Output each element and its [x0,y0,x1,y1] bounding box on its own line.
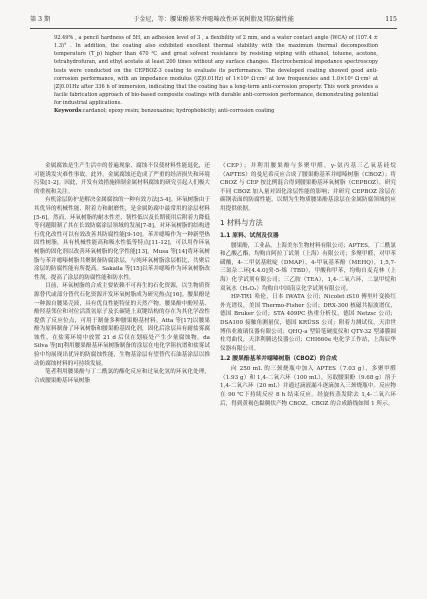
keywords-line [54,107,378,115]
abstract-text: 92.49% , a pencil hardness of 5H, an adhesion level of 3 , a flexibility of 2 mm, and a water contact angle (WCA) of (107.4 ± 1.3)° . In addition, the coating also exhibited excellent thermal stability with the maximum thermal decomposition temperature (T_p) higher than 470 ℃ and great solvent resistance by resisting wiping with ethanol, toluene, acetone, tetrahydrofuran, and ethyl acetate at least 200 times without any surface changes. Electrochemical impedance spectroscopy tests were conducted on the CEPBOZ-3 coating to evaluate its performance. The developed coating showed good anti-corrosion performance, with an impedance modulus (|Z|0.01Hz) of 1×10⁸ Ω·cm² at low frequencies and 1.0×10⁸ Ω·cm² at |Z|0.01Hz after 336 h of immersion, indicating that the coating has a long-term anti-corrosion property. This work provides a facile fabrication approach of bio-based composite coatings with durable anti-corrosion performance, demonstrating potential for industrial applications. [54,35,378,107]
body-paragraph: 向 250 mL 的三颈烧瓶中加入 APTES（7.03 g），多聚甲醛（1.93 g）和 1,4-二氧六环（100 mL），另取腰果酚（9.68 g）溶于 1,4-二氧六环（20 mL）并通过滴液漏斗逐滴加入三颈烧瓶中。反应物在 90 ℃下持续反应 8 h 结束反应。经旋转蒸发除去 1,4-二氧六环后，得到黄褐色黏稠状产物 CBOZ。CBOZ 的合成路线如图 1 所示。 [220,366,396,407]
body-paragraph: 金属腐蚀是生产生活中的普遍现象，腐蚀不仅使材料性能退化，还可能诱发灾难性事故。此外，金属腐蚀还造成了严重的经济损失和环境污染[1-2]。因此，开发有效措施抑制金属材料腐蚀的研究引起人们极大的重视和关注。 [34,163,210,195]
page-number: 115 [385,16,397,23]
body-paragraph: 有机涂层防护是解决金属腐蚀的一种有效方法[3-4]。环氧树脂由于其优异的机械性能、附着力和耐磨性，是金属防腐中最常用的涂层材料[5-6]。然而，环氧树脂的耐水性差，韧性低以及长期使用后附着力降低等问题限制了其在长效防腐涂层领域的发展[7-8]。对环氧树脂的结构进行优化改性可以有效改善其防腐性能[9-10]。苯并噁嗪作为一种新型热固性树脂，具有机械性能高和吸水性低等特点[11-12]，可以用作环氧树脂的固化剂以改善环氧树脂的化学性能[13]。Musa 等[14]将环氧树脂与苯并噁嗪树脂共聚制备防腐涂层，与纯环氧树脂涂层相比，共聚后涂层的防腐性能有所提高。Sakaila 等[15]以苯并噁嗪作为环氧树脂改性剂，提高了涂层的防腐性能和防水性。 [34,197,210,281]
keywords-list: :cardanol; epoxy resin; benzoxazine; hydrophobicity; anti-corrosion coating [81,108,275,115]
right-column [220,162,396,408]
body-paragraph: 目前，环氧树脂的合成主要依赖不可再生的石化资源，以生物质资源替代或部分替代石化资源开发环氧树脂成为研究热点[16]。腰果酚是一种源自腰果壳液，具有优良性能特征的天然产物。腰果酚中酚羟基、酚羟基邻位和对位活泼氢原子及长碳链上双键结构的存在为其化学改性提供了反应位点，可用于制备多种腰果酚基材料。Atta 等[17]以腰果酚为原料制备了环氧树脂和腰果酚基固化剂，固化后涂层具有耐盐雾腐蚀性，在盐雾环境中放置 21 d 后仅在划痕处产生少量腐蚀物。da Silva 等[8]利用腰果酚基环氧树脂制备的涂层在电化学阻抗谱和盐雾试验中均展现出优异的防腐蚀性能，生物基涂层有望替代石油基涂层以推动防腐蚀材料的可持续发展。 [34,283,210,367]
body-paragraph: 腰果酚，工业品，上海美东生物材料有限公司；APTES，丁二酰氯和乙酸乙酯，均购自阿拉丁试剂（上海）有限公司；多聚甲醛，对甲苯磺酸，4-二甲氨基吡啶（DMAP），4-甲氧基苯酚（MEHQ），1,5,7-三氮杂二环[4.4.0]癸-5-烯（TBD），甲酸和甲苯，均购自麦克林（上海）化学试剂有限公司；三乙胺（TEA），1,4-二氧六环，二氯甲烷和双氧水（H₂O₂）均购自中国南京化学试剂有限公司。 [220,242,396,292]
keywords-label: Keywords [54,108,82,115]
page-header [30,14,397,29]
body-paragraph: （CEP）；并利用腰果酚与多聚甲醛，γ-氨丙基三乙氧基硅烷（APTES）的曼尼希反应合成了腰果酚基苯并噁嗪树脂（CBOZ）；将 CBOZ 与 CEP 按比例混合得到腰果酚基环氧树脂（CEPBOZ），研究不同 CBOZ 加入量对固化涂层性能的影响；并研究 CEPBOZ 涂层在碳钢表面的防腐性能，以期为生物质腰果酚基涂层在金属防腐领域的应用提供依据。 [220,163,396,212]
section-heading: 1 材料与方法 [220,217,263,227]
left-column [34,162,210,385]
subsection-heading: 1.2 腰果酚基苯并噁嗪树脂（CBOZ）的合成 [220,356,338,363]
english-abstract [54,34,378,116]
subsection-heading: 1.1 原料、试剂及仪器 [220,232,279,239]
body-paragraph: HP-TR1 哈伦，日本 IWATA 公司；Nicolet iS10 傅里叶变换红外光谱仪，美国 Thermo-Fisher 公司；DRX-300 核磁共振波谱仪，德国 Bruker 公司；STA 409PC 热重分析仪，德国 Netzsc 公司；DSA100 接触角测量仪，德国 KRÜSS 公司；附着力测试仪，天津世博伟业玻璃仪器有限公司；QHQ-a 型铅笔硬度仪和 QTY-32 型漆膜圆柱弯曲仪，天津利腾达仪器公司；CHI660e 电化学工作站，上海辰华仪器有限公司。 [220,294,396,352]
running-title: 于金尼，等：腰果酚基苯并噁嗪改性环氧树脂及其防腐性能 [133,16,294,23]
body-paragraph: 笔者利用腰果酚与丁二酰氯的酯化反应和过氧化氢的环氧化处理，合成腰果酚基环氧树脂 [34,369,210,384]
issue-number: 第 3 期 [30,16,51,23]
